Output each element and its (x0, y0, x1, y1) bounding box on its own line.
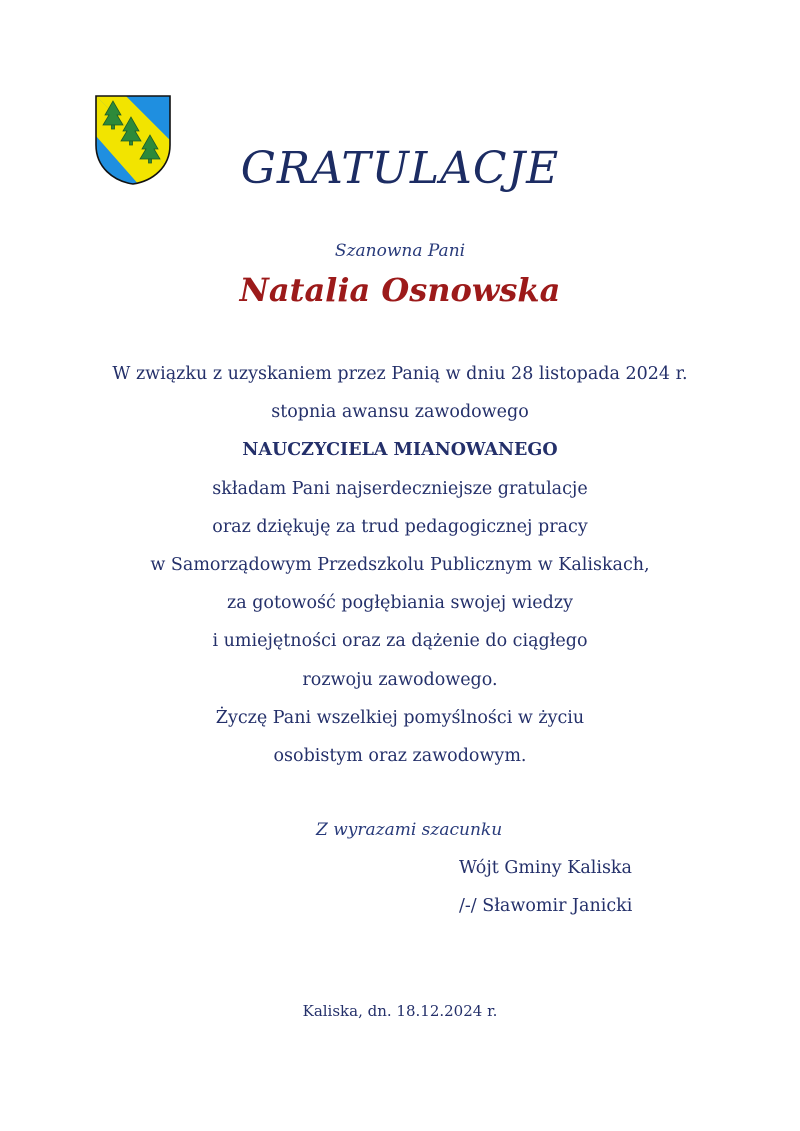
body-line: składam Pani najserdeczniejsze gratulacje (212, 478, 588, 499)
body-line: i umiejętności oraz za dążenie do ciągłego (212, 631, 588, 652)
signer-name: /-/ Sławomir Janicki (459, 896, 633, 916)
greeting: Szanowna Pani (334, 241, 466, 261)
closing-phrase: Z wyrazami szacunku (316, 820, 503, 840)
recipient-name: Natalia Osnowska (239, 271, 561, 309)
body-line: rozwoju zawodowego. (302, 669, 498, 690)
signer-title: Wójt Gminy Kaliska (459, 858, 632, 878)
body-line: W związku z uzyskaniem przez Panią w dniu 28 listopada 2024 r. (112, 364, 688, 384)
body-line: osobistym oraz zawodowym. (273, 745, 527, 766)
body-line: Życzę Pani wszelkiej pomyślności w życiu (215, 707, 585, 728)
place-and-date: Kaliska, dn. 18.12.2024 r. (302, 1002, 498, 1020)
document-title: GRATULACJE (240, 143, 560, 194)
body-line: za gotowość pogłębiania swojej wiedzy (227, 593, 573, 614)
body-line: stopnia awansu zawodowego (271, 402, 529, 423)
body-text (0, 362, 800, 782)
body-line: w Samorządowym Przedszkolu Publicznym w Kaliskach, (150, 554, 650, 575)
body-line-highlight: NAUCZYCIELA MIANOWANEGO (242, 440, 558, 461)
body-line: oraz dziękuję za trud pedagogicznej pracy (212, 516, 588, 537)
